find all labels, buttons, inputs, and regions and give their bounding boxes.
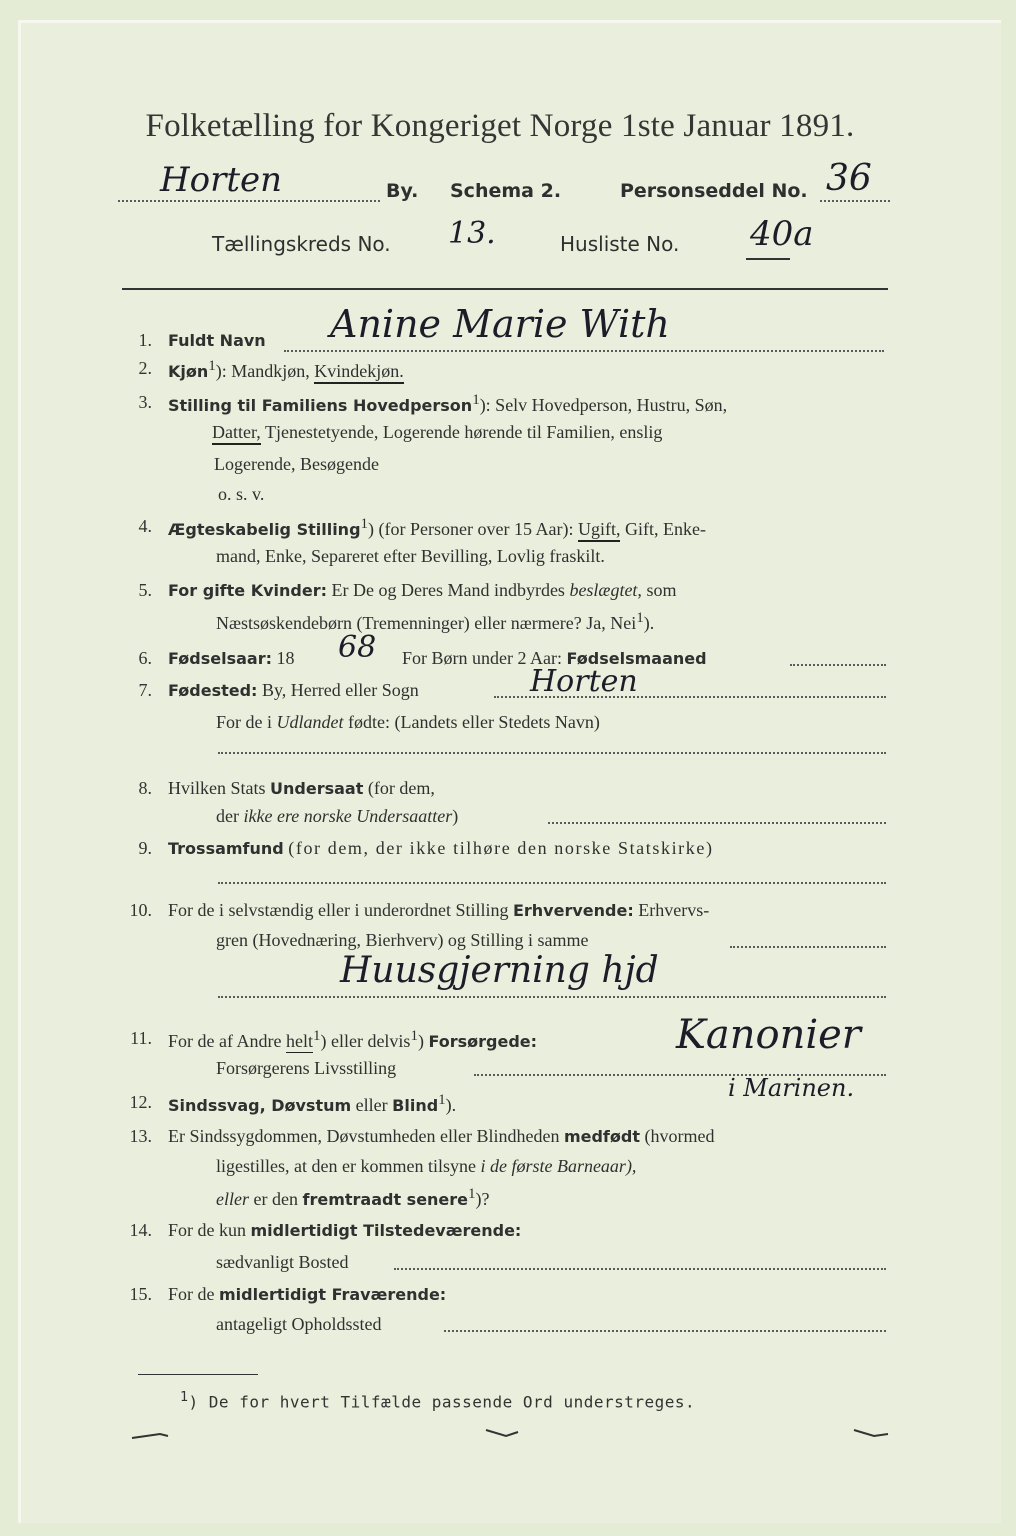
item-number-8: 8. <box>138 778 152 798</box>
q15-line-2: antageligt Opholdssted <box>216 1314 382 1334</box>
pen-mark-left <box>130 1428 170 1444</box>
q14-dotted-line <box>394 1268 886 1270</box>
by-label: By. <box>386 180 419 202</box>
husliste-label: Husliste No. <box>560 232 680 256</box>
q10-dotted-line-2 <box>218 996 886 998</box>
q11-line-1: For de af Andre helt$^1$) eller delvis$^1$) Forsørgede: <box>168 1028 538 1051</box>
q3-line-4: o. s. v. <box>218 484 265 504</box>
q3-line-3: Logerende, Besøgende <box>214 454 379 474</box>
footnote: $^1$) De for hvert Tilfælde passende Ord understreges. <box>180 1390 696 1412</box>
q8-line-1: Hvilken Stats Undersaat (for dem, <box>168 778 435 798</box>
q6-line-b: For Børn under 2 Aar: Fødselsmaaned <box>402 648 707 668</box>
q14-line-2: sædvanligt Bosted <box>216 1252 349 1272</box>
q12-line: Sindssvag, Døvstum eller Blind$^1$). <box>168 1092 457 1115</box>
item-number-4: 4. <box>138 516 152 536</box>
full-name-value: Anine Marie With <box>330 302 670 346</box>
husliste-value: 40a <box>750 214 814 254</box>
item-number-3: 3. <box>138 392 152 412</box>
q15-line-1: For de midlertidigt Fraværende: <box>168 1284 447 1304</box>
provider-value: Kanonier <box>676 1012 861 1058</box>
husliste-underline <box>746 258 790 260</box>
item-number-7: 7. <box>138 680 152 700</box>
q13-line-1: Er Sindssygdommen, Døvstumheden eller Blindheden medfødt (hvormed <box>168 1126 715 1146</box>
item-number-11: 11. <box>130 1028 152 1048</box>
kreds-value: 13. <box>448 216 496 251</box>
q8-line-2: der ikke ere norske Undersaatter) <box>216 806 459 826</box>
item-number-15: 15. <box>129 1284 152 1304</box>
q11-line-2: Forsørgerens Livsstilling <box>216 1058 397 1078</box>
by-dotted-line <box>118 200 380 202</box>
datter-underlined: Datter, <box>212 422 261 445</box>
q5-line-2: Næstsøskendebørn (Tremenninger) eller nærmere? Ja, Nei$^1$). <box>216 610 655 633</box>
item-number-12: 12. <box>129 1092 152 1112</box>
q6-dotted-line <box>790 664 886 666</box>
pen-mark-center <box>484 1426 524 1442</box>
header-divider <box>122 288 888 290</box>
foreign-birthplace-dotted-line <box>218 752 886 754</box>
q2-line: Kjøn$^1$): Mandkjøn, Kvindekjøn. <box>168 358 404 382</box>
personseddel-value: 36 <box>826 158 872 199</box>
item-number-9: 9. <box>138 838 152 858</box>
q13-line-3: eller er den fremtraadt senere$^1$)? <box>216 1186 490 1209</box>
item-number-1: 1. <box>138 330 152 350</box>
q10-line-2: gren (Hovednæring, Bierhverv) og Stilling i samme <box>216 930 589 950</box>
q14-line-1: For de kun midlertidigt Tilstedeværende: <box>168 1220 522 1240</box>
q3-line-1: Stilling til Familiens Hovedperson$^1$): Selv Hovedperson, Hustru, Søn, <box>168 392 728 415</box>
birth-year-value: 68 <box>338 630 377 665</box>
item-number-6: 6. <box>138 648 152 668</box>
q8-dotted-line <box>548 822 886 824</box>
pen-mark-right <box>852 1426 892 1442</box>
q7-line-1: Fødested: By, Herred eller Sogn <box>168 680 419 700</box>
item-number-13: 13. <box>129 1126 152 1146</box>
personseddel-label: Personseddel No. <box>620 180 808 202</box>
census-form-page <box>18 20 1001 1523</box>
ugift-underlined: Ugift, <box>578 519 621 542</box>
provider-value-2: i Marinen. <box>728 1074 855 1102</box>
q10-line-1: For de i selvstændig eller i underordnet Stilling Erhvervende: Erhvervs- <box>168 900 710 920</box>
q13-line-2: ligestilles, at den er kommen tilsyne i de første Barneaar), <box>216 1156 637 1176</box>
item-number-5: 5. <box>138 580 152 600</box>
item-number-2: 2. <box>138 358 152 378</box>
q4-line-1: Ægteskabelig Stilling$^1$) (for Personer over 15 Aar): Ugift, Gift, Enke- <box>168 516 706 540</box>
q4-line-2: mand, Enke, Separeret efter Bevilling, Lovlig fraskilt. <box>216 546 605 566</box>
form-title: Folketælling for Kongeriget Norge 1ste Januar 1891. <box>145 108 855 144</box>
item-number-10: 10. <box>129 900 152 920</box>
q5-line-1: For gifte Kvinder: Er De og Deres Mand indbyrdes beslægtet, som <box>168 580 677 600</box>
schema-label: Schema 2. <box>450 180 562 202</box>
q3-line-2: Datter, Tjenestetyende, Logerende hørende til Familien, enslig <box>212 422 662 443</box>
q10-dotted-line-1 <box>730 946 886 948</box>
q1-label: Fuldt Navn <box>168 331 266 350</box>
birthplace-value: Horten <box>530 664 638 699</box>
footnote-divider <box>138 1374 258 1375</box>
item-number-14: 14. <box>129 1220 152 1240</box>
name-dotted-line <box>284 350 884 352</box>
q6-line: Fødselsaar: 18 <box>168 648 295 668</box>
q9-line: Trossamfund (for dem, der ikke tilhøre den norske Statskirke) <box>168 838 714 858</box>
personseddel-dotted-line <box>820 200 890 202</box>
kreds-label: Tællingskreds No. <box>212 232 391 256</box>
q15-dotted-line <box>444 1330 886 1332</box>
q7-line-2: For de i Udlandet fødte: (Landets eller Stedets Navn) <box>216 712 600 732</box>
kvindekjon-underlined: Kvindekjøn. <box>314 361 404 384</box>
by-handwritten-value: Horten <box>160 160 283 200</box>
occupation-value: Huusgjerning hjd <box>340 950 659 991</box>
q9-dotted-line <box>218 882 886 884</box>
